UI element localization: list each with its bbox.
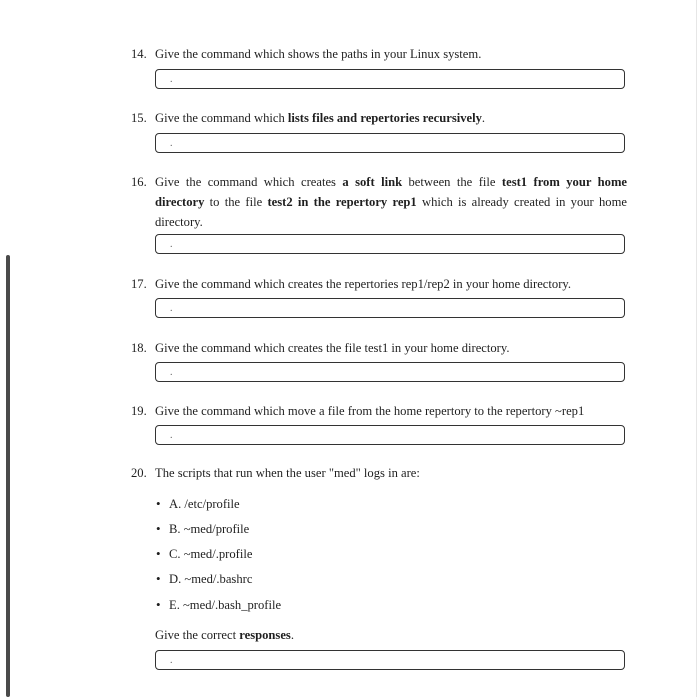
answer-cursor-mark: . [170, 74, 173, 85]
question-text: Give the command which move a file from the home repertory to the repertory ~rep1 [155, 404, 585, 418]
question-number: 19. [131, 404, 147, 418]
answer-cursor-mark: . [170, 430, 173, 441]
bullet-icon: • [156, 546, 161, 561]
answer-box-19[interactable] [155, 425, 625, 445]
answer-cursor-mark: . [170, 138, 173, 149]
page-edge [696, 0, 697, 697]
option-text: E. ~med/.bash_profile [169, 598, 282, 612]
bullet-icon: • [156, 597, 161, 612]
bullet-icon: • [156, 496, 161, 511]
question-number: 14. [131, 47, 147, 61]
question-text: Give the command which lists files and repertories recursively. [155, 111, 486, 125]
answer-prompt: Give the correct responses. [155, 628, 294, 642]
answer-cursor-mark: . [170, 303, 173, 314]
bullet-icon: • [156, 571, 161, 586]
question-text: Give the command which creates the repertories rep1/rep2 in your home directory. [155, 277, 572, 291]
question-number: 15. [131, 111, 147, 125]
answer-box-17[interactable] [155, 298, 625, 318]
scroll-edge [6, 255, 10, 697]
option-text: A. /etc/profile [169, 497, 240, 511]
option-text: C. ~med/.profile [169, 547, 253, 561]
question-text: Give the command which creates a soft link between the file test1 from your home directory to the file test2 in the repertory rep1 which is already created in your home directory. [155, 175, 628, 229]
option-text: B. ~med/profile [169, 522, 250, 536]
answer-box-15[interactable] [155, 133, 625, 153]
answer-cursor-mark: . [170, 655, 173, 666]
answer-box-16[interactable] [155, 234, 625, 254]
answer-cursor-mark: . [170, 367, 173, 378]
question-number: 16. [131, 175, 147, 189]
question-text: The scripts that run when the user "med" logs in are: [155, 466, 420, 480]
bullet-icon: • [156, 521, 161, 536]
question-text: Give the command which shows the paths in your Linux system. [155, 47, 482, 61]
question-number: 17. [131, 277, 147, 291]
answer-cursor-mark: . [170, 239, 173, 250]
question-text: Give the command which creates the file test1 in your home directory. [155, 341, 510, 355]
answer-box-14[interactable] [155, 69, 625, 89]
question-number: 20. [131, 466, 147, 480]
option-text: D. ~med/.bashrc [169, 572, 253, 586]
answer-box-18[interactable] [155, 362, 625, 382]
answer-box-20[interactable] [155, 650, 625, 670]
question-number: 18. [131, 341, 147, 355]
